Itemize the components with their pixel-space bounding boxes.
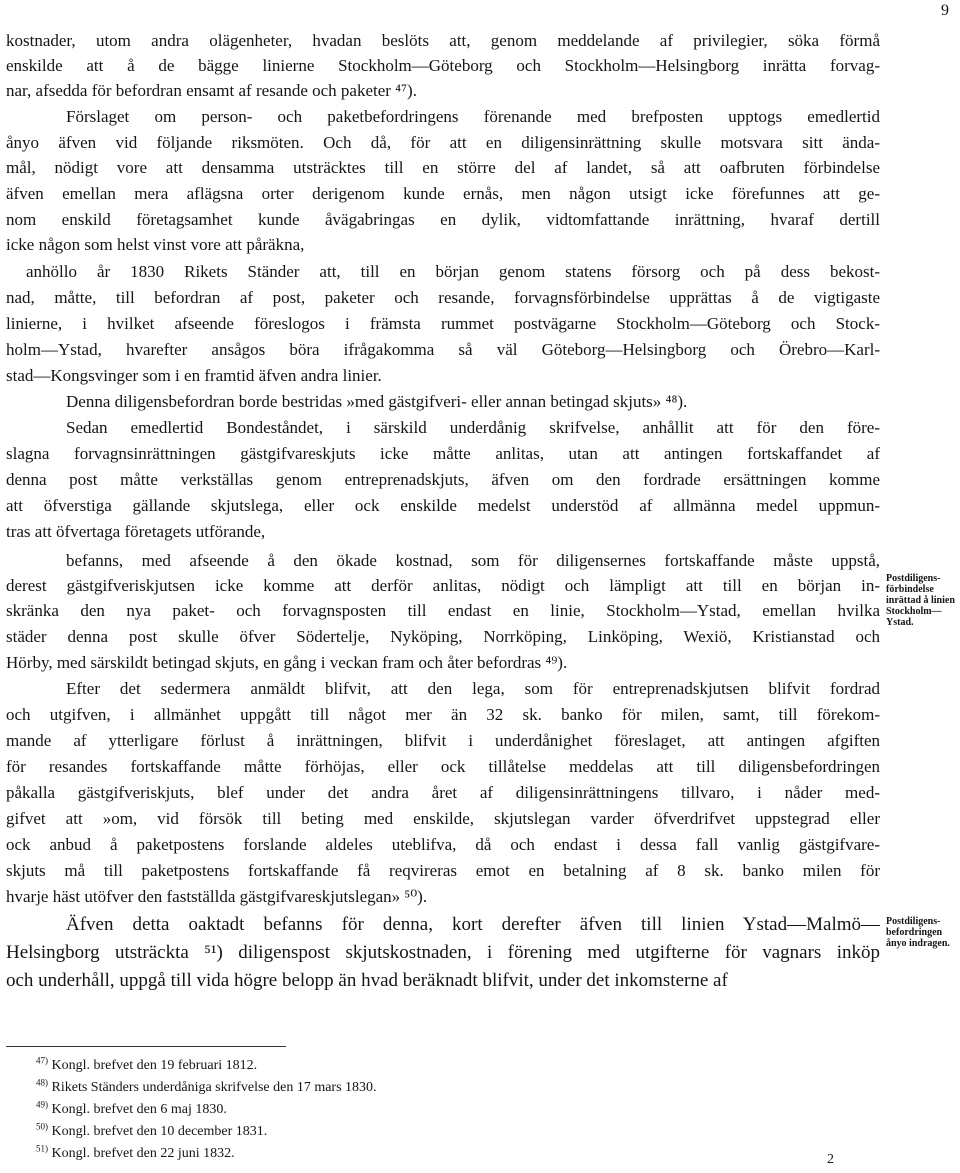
body-line: att öfverstiga gällande skjutslega, eller ock enskilde medelst understöd af allmänna medel uppmun- [6,496,880,515]
footnote-text: Rikets Ständers underdåniga skrifvelse den 17 mars 1830. [51,1080,377,1095]
body-line: nar, afsedda för befordran ensamt af resande och paketer ⁴⁷). [6,81,417,100]
body-line: och underhåll, uppgå till vida högre belopp än hvad beräknadt blifvit, under det inkomsterne af [6,970,728,991]
body-line: för resandes fortskaffande måtte förhöjas, eller ock tillåtelse meddelas att till diligensbefordringen [6,757,880,776]
footnote-divider [6,1046,286,1047]
body-line: denna post måtte verkställas genom entreprenadskjuts, äfven om den fordrade ersättningen komme [6,470,880,489]
footnote-text: Kongl. brefvet den 19 februari 1812. [51,1058,258,1073]
body-line: linierne, i hvilket afseende föreslogos i främsta rummet postvägarne Stockholm—Göteborg och Stock- [6,314,880,333]
signature-mark: 2 [827,1152,834,1167]
body-line: Helsingborg utsträckta ⁵¹) diligenspost skjutskostnaden, i förening med utgifterne för vagnars inköp [6,942,880,963]
body-line: Denna diligensbefordran borde bestridas »med gästgifveri- eller annan betingad skjuts» ⁴⁸). [66,392,688,411]
margin-note: Postdiligens-befordringen ånyo indragen. [886,916,950,949]
page-number: 9 [941,2,949,19]
body-line: slagna forvagnsinrättningen gästgifvareskjuts icke måtte anlitas, utan att antingen fortskaffandet af [6,444,880,463]
body-line: befanns, med afseende å den ökade kostnad, som för diligensernes fortskaffande måste uppstå, [66,551,880,570]
body-line: städer denna post skulle öfver Södertelje, Nyköping, Norrköping, Linköping, Wexiö, Kristianstad och [6,627,880,646]
body-line: anhöllo år 1830 Rikets Ständer att, till en början genom statens försorg och på dess bekost- [26,262,880,281]
body-line: holm—Ystad, hvarefter ansågos böra ifrågakomma så väl Göteborg—Helsingborg och Örebro—Karl- [6,340,880,359]
body-line: kostnader, utom andra olägenheter, hvadan beslöts att, genom meddelande af privilegier, söka förmå [6,31,880,50]
footnote [36,1057,257,1075]
footnote-text: Kongl. brefvet den 10 december 1831. [51,1124,268,1139]
body-line: Sedan emedlertid Bondeståndet, i särskild underdånig skrifvelse, anhållit att för den före- [66,418,880,437]
body-line: påkalla gästgifveriskjuts, blef under det andra året af diligensinrättningens tillvaro, i nåder med- [6,783,880,802]
body-line: skränka den nya paket- och forvagnsposten till endast en linie, Stockholm—Ystad, emellan hvilka [6,601,880,620]
body-line: enskilde att å de bägge linierne Stockholm—Göteborg och Stockholm—Helsingborg inrätta forvag- [6,56,880,75]
footnote-number: 49) [36,1099,48,1110]
body-line: gifvet att »om, vid försök till beting med enskilde, skjutslegan varder öfverdrifvet uppstegrad eller [6,809,880,828]
body-line: mande af ytterligare förlust å inrättningen, blifvit i underdånighet föreslaget, att antingen afgiften [6,731,880,750]
margin-note: Postdiligens-förbindelse inrättad å linien Stockholm—Ystad. [886,573,955,628]
body-line: nad, måtte, till befordran af post, paketer och resande, forvagnsförbindelse upprättas å de vigtigaste [6,288,880,307]
footnote-text: Kongl. brefvet den 6 maj 1830. [51,1102,227,1117]
footnote [36,1145,235,1163]
body-line: mål, nödigt vore att densamma utsträcktes till en större del af landet, så att oafbruten förbindelse [6,158,880,177]
body-line: skjuts må till paketpostens fortskaffande få reqvireras emot en betalning af 8 sk. banko milen för [6,861,880,880]
footnote-number: 48) [36,1077,48,1088]
footnote [36,1079,377,1097]
body-line: äfven emellan mera aflägsna orter derigenom kunde ernås, men någon utsigt icke förefunnes att ge- [6,184,880,203]
footnote [36,1123,267,1141]
body-line: tras att öfvertaga företagets utförande, [6,522,266,541]
footnote-number: 50) [36,1121,48,1132]
body-line: ånyo äfven vid följande riksmöten. Och då, för att en diligensinrättning skulle motsvara sitt ända- [6,133,880,152]
footnote-number: 51) [36,1143,48,1154]
body-line: derest gästgifveriskjutsen icke komme att derför anlitas, nödigt och lämpligt att till en början in- [6,576,880,595]
footnote-number: 47) [36,1055,48,1066]
body-line: hvarje häst utöfver den fastställda gästgifvareskjutslegan» ⁵⁰). [6,887,428,906]
body-line: Efter det sedermera anmäldt blifvit, att den lega, som för entreprenadskjutsen blifvit fordrad [66,679,880,698]
body-line: Förslaget om person- och paketbefordringens förenande med brefposten upptogs emedlertid [66,107,880,126]
body-line: och utgifven, i allmänhet uppgått till något mer än 32 sk. banko för milen, samt, till förekom- [6,705,880,724]
footnote-text: Kongl. brefvet den 22 juni 1832. [51,1146,235,1161]
body-line: Hörby, med särskildt betingad skjuts, en gång i veckan fram och åter befordras ⁴⁹). [6,653,568,672]
body-line: stad—Kongsvinger som i en framtid äfven andra linier. [6,366,382,385]
body-line: icke någon som helst vinst vore att påräkna, [6,235,305,254]
body-line: nom enskild företagsamhet kunde åvägabringas en dylik, vidtomfattande inrättning, hvaraf dertill [6,210,880,229]
body-line: Äfven detta oaktadt befanns för denna, kort derefter äfven till linien Ystad—Malmö— [66,914,880,935]
body-line: ock anbud å paketpostens forslande aldeles uteblifva, då och endast i dessa fall vanlig gästgifvare- [6,835,880,854]
footnote [36,1101,227,1119]
